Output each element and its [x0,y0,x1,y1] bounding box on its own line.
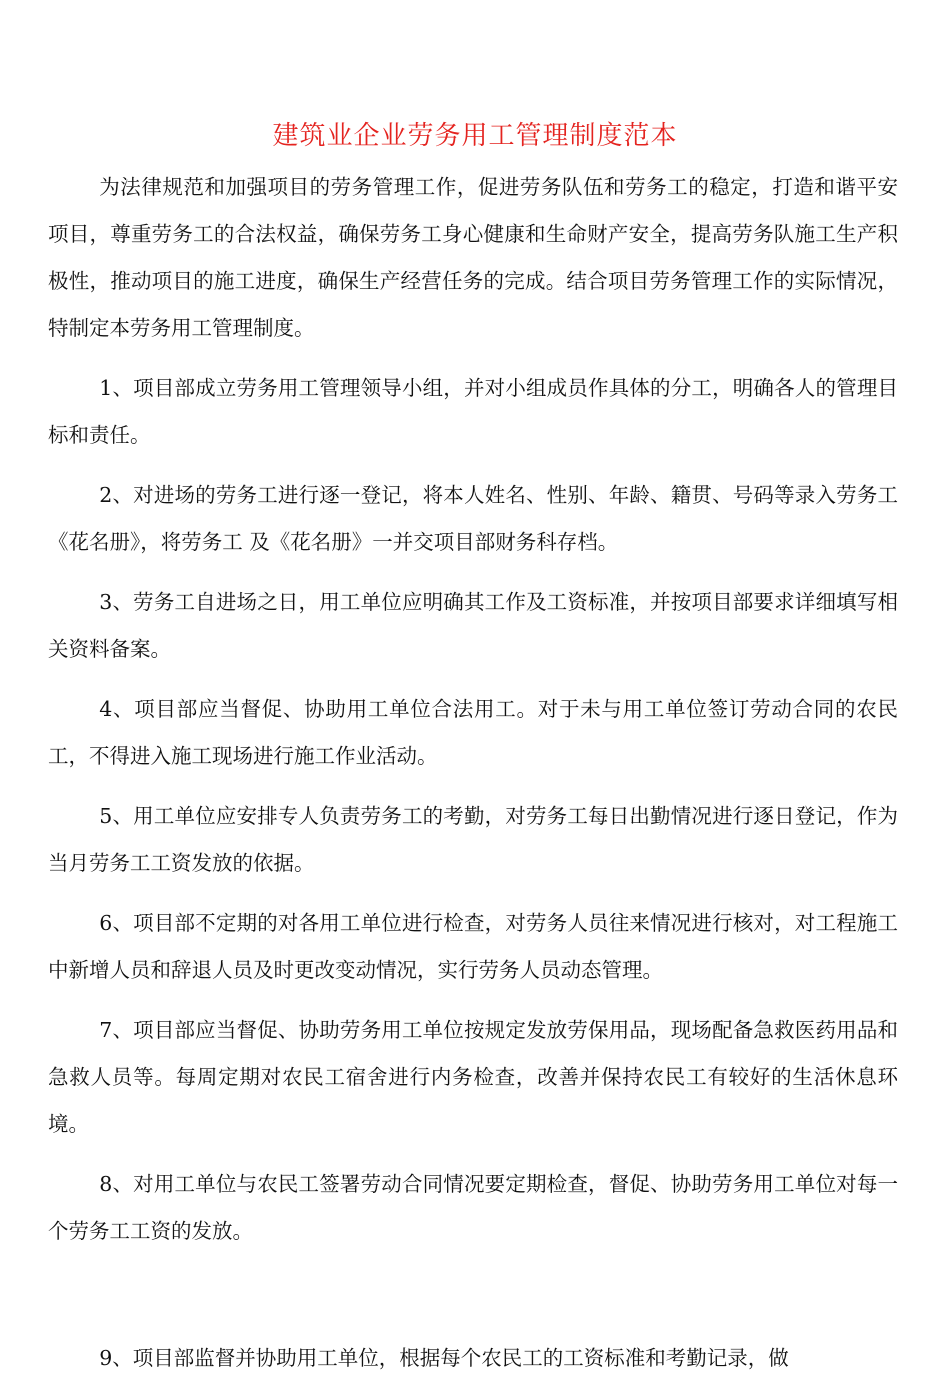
clause-6-paragraph: 6、项目部不定期的对各用工单位进行检查，对劳务人员往来情况进行核对，对工程施工中新增人员和辞退人员及时更改变动情况，实行劳务人员动态管理。 [48,911,898,982]
clause-2-paragraph: 2、对进场的劳务工进行逐一登记，将本人姓名、性别、年龄、籍贯、号码等录入劳务工《花名册》，将劳务工 及《花名册》一并交项目部财务科存档。 [48,483,898,554]
clause-1-paragraph: 1、项目部成立劳务用工管理领导小组，并对小组成员作具体的分工，明确各人的管理目标和责任。 [48,376,898,447]
clause-9-paragraph: 9、项目部监督并协助用工单位，根据每个农民工的工资标准和考勤记录，做 [99,1346,789,1370]
clause-5-paragraph: 5、用工单位应安排专人负责劳务工的考勤，对劳务工每日出勤情况进行逐日登记，作为当月劳务工工资发放的依据。 [48,804,898,875]
document-title: 建筑业企业劳务用工管理制度范本 [272,121,678,151]
intro-paragraph: 为法律规范和加强项目的劳务管理工作，促进劳务队伍和劳务工的稳定，打造和谐平安项目，尊重劳务工的合法权益，确保劳务工身心健康和生命财产安全，提高劳务队施工生产积极性，推动项目的施工进度，确保生产经营任务的完成。结合项目劳务管理工作的实际情况，特制定本劳务用工管理制度。 [48,175,898,340]
clause-3-paragraph: 3、劳务工自进场之日，用工单位应明确其工作及工资标准，并按项目部要求详细填写相关资料备案。 [48,590,898,661]
clause-4-paragraph: 4、项目部应当督促、协助用工单位合法用工。对于未与用工单位签订劳动合同的农民工，不得进入施工现场进行施工作业活动。 [48,697,898,768]
clause-8-paragraph: 8、对用工单位与农民工签署劳动合同情况要定期检查，督促、协助劳务用工单位对每一个劳务工工资的发放。 [48,1172,898,1243]
document-body [48,164,898,1395]
clause-7-paragraph: 7、项目部应当督促、协助劳务用工单位按规定发放劳保用品，现场配备急救医药用品和急救人员等。每周定期对农民工宿舍进行内务检查，改善并保持农民工有较好的生活休息环境。 [48,1018,898,1136]
